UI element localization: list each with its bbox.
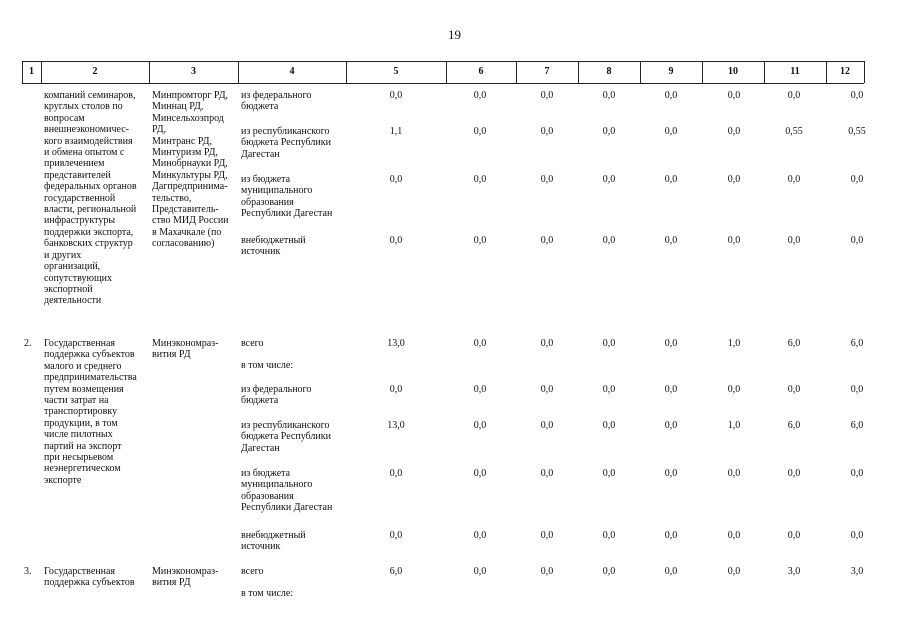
value-cell: 1,0 — [727, 338, 741, 349]
value-cell: 0,0 — [540, 420, 554, 431]
value-cell: 0,0 — [787, 468, 801, 479]
column-header-6: 6 — [478, 66, 484, 77]
value-cell: 0,0 — [389, 90, 403, 101]
value-cell: 0,0 — [540, 90, 554, 101]
value-cell: 0,0 — [664, 530, 678, 541]
value-cell: 0,0 — [540, 384, 554, 395]
funding-source-label: внебюджетный источник — [241, 235, 306, 258]
value-cell: 0,0 — [664, 420, 678, 431]
value-cell: 0,0 — [389, 174, 403, 185]
value-cell: 0,0 — [664, 338, 678, 349]
value-cell: 0,0 — [473, 384, 487, 395]
value-cell: 0,0 — [727, 235, 741, 246]
funding-source-label: из федерального бюджета — [241, 384, 312, 407]
value-cell: 6,0 — [850, 338, 864, 349]
measure-text: Государственная поддержка субъектов — [44, 566, 135, 589]
row-number: 2. — [24, 338, 32, 349]
value-cell: 0,0 — [787, 530, 801, 541]
value-cell: 0,0 — [540, 235, 554, 246]
value-cell: 0,0 — [787, 174, 801, 185]
value-cell: 6,0 — [787, 420, 801, 431]
funding-source-label: в том числе: — [241, 588, 294, 599]
value-cell: 0,0 — [473, 530, 487, 541]
value-cell: 0,0 — [473, 420, 487, 431]
column-header-10: 10 — [728, 66, 738, 77]
value-cell: 0,0 — [389, 468, 403, 479]
value-cell: 0,0 — [787, 90, 801, 101]
value-cell: 0,0 — [389, 384, 403, 395]
value-cell: 0,0 — [787, 384, 801, 395]
value-cell: 3,0 — [850, 566, 864, 577]
funding-source-label: всего — [241, 566, 264, 577]
row-number: 3. — [24, 566, 32, 577]
value-cell: 0,0 — [664, 566, 678, 577]
value-cell: 0,0 — [664, 235, 678, 246]
value-cell: 0,0 — [473, 235, 487, 246]
value-cell: 0,0 — [602, 566, 616, 577]
funding-source-label: в том числе: — [241, 360, 294, 371]
value-cell: 0,0 — [473, 566, 487, 577]
value-cell: 0,0 — [727, 566, 741, 577]
column-header-2: 2 — [92, 66, 98, 77]
value-cell: 0,0 — [664, 126, 678, 137]
value-cell: 0,0 — [540, 174, 554, 185]
value-cell: 0,0 — [602, 126, 616, 137]
value-cell: 0,0 — [473, 174, 487, 185]
funding-source-label: из бюджета муниципального образования Республики Дагестан — [241, 468, 333, 514]
value-cell: 0,0 — [602, 468, 616, 479]
value-cell: 6,0 — [787, 338, 801, 349]
value-cell: 0,0 — [727, 384, 741, 395]
value-cell: 0,0 — [664, 174, 678, 185]
value-cell: 0,0 — [540, 338, 554, 349]
column-divider — [864, 61, 865, 83]
value-cell: 0,0 — [850, 384, 864, 395]
executor-text: Минэкономраз- вития РД — [152, 338, 219, 361]
value-cell: 0,0 — [540, 530, 554, 541]
value-cell: 0,0 — [727, 468, 741, 479]
funding-source-label: из республиканского бюджета Республики Дагестан — [241, 126, 331, 160]
value-cell: 0,0 — [540, 468, 554, 479]
column-header-11: 11 — [790, 66, 800, 77]
funding-source-label: внебюджетный источник — [241, 530, 306, 553]
value-cell: 0,0 — [664, 468, 678, 479]
value-cell: 0,0 — [850, 235, 864, 246]
value-cell: 6,0 — [389, 566, 403, 577]
executor-text: Минэкономраз- вития РД — [152, 566, 219, 589]
value-cell: 0,0 — [540, 566, 554, 577]
value-cell: 0,0 — [473, 126, 487, 137]
value-cell: 3,0 — [787, 566, 801, 577]
value-cell: 0,0 — [727, 174, 741, 185]
value-cell: 0,0 — [727, 530, 741, 541]
funding-source-label: из федерального бюджета — [241, 90, 312, 113]
value-cell: 0,0 — [473, 468, 487, 479]
value-cell: 0,0 — [850, 468, 864, 479]
value-cell: 0,55 — [785, 126, 803, 137]
value-cell: 0,0 — [602, 338, 616, 349]
value-cell: 0,0 — [473, 90, 487, 101]
value-cell: 0,0 — [602, 384, 616, 395]
header-bottom-rule — [22, 83, 864, 84]
value-cell: 13,0 — [387, 420, 405, 431]
column-header-8: 8 — [606, 66, 612, 77]
value-cell: 0,0 — [664, 384, 678, 395]
value-cell: 13,0 — [387, 338, 405, 349]
value-cell: 0,0 — [389, 235, 403, 246]
value-cell: 0,0 — [664, 90, 678, 101]
value-cell: 0,0 — [540, 126, 554, 137]
column-header-3: 3 — [191, 66, 196, 77]
value-cell: 0,0 — [850, 174, 864, 185]
value-cell: 0,0 — [727, 126, 741, 137]
value-cell: 0,0 — [602, 235, 616, 246]
value-cell: 0,0 — [787, 235, 801, 246]
value-cell: 0,0 — [473, 338, 487, 349]
value-cell: 0,0 — [602, 530, 616, 541]
value-cell: 0,0 — [602, 90, 616, 101]
value-cell: 0,0 — [602, 174, 616, 185]
column-header-12: 12 — [840, 66, 850, 77]
value-cell: 0,0 — [850, 90, 864, 101]
value-cell: 1,1 — [389, 126, 403, 137]
column-header-7: 7 — [544, 66, 550, 77]
funding-source-label: из бюджета муниципального образования Республики Дагестан — [241, 174, 333, 220]
column-header-1: 1 — [29, 66, 34, 77]
measure-text: компаний семинаров, круглых столов по вопросам внешнеэкономичес- кого взаимодействия и обмена опытом с привлечением представителей федеральных органов государственной власти, региональной инфраструктуры поддержки экспорта, банковских структур и других организаций, сопутствующих экспортной деятельности — [44, 90, 137, 307]
value-cell: 0,55 — [848, 126, 866, 137]
measure-text: Государственная поддержка субъектов малого и среднего предпринимательства путем возмещения части затрат на транспортировку продукции, в том числе пилотных партий на экспорт при несырьевом неэнергетическом экспорте — [44, 338, 137, 486]
value-cell: 0,0 — [727, 90, 741, 101]
funding-source-label: из республиканского бюджета Республики Дагестан — [241, 420, 331, 454]
value-cell: 0,0 — [389, 530, 403, 541]
column-header-4: 4 — [289, 66, 295, 77]
value-cell: 0,0 — [602, 420, 616, 431]
column-header-5: 5 — [393, 66, 399, 77]
value-cell: 0,0 — [850, 530, 864, 541]
funding-source-label: всего — [241, 338, 264, 349]
value-cell: 6,0 — [850, 420, 864, 431]
executor-text: Минпромторг РД, Миннац РД, Минсельхозпрод РД, Минтранс РД, Минтуризм РД, Минобрнауки РД, Минкультуры РД, Дагпредпринима- тельство, Представитель- ство МИД России в Махачкале (по согласованию) — [152, 90, 229, 250]
page-number: 19 — [448, 27, 461, 42]
column-header-9: 9 — [668, 66, 674, 77]
value-cell: 1,0 — [727, 420, 741, 431]
